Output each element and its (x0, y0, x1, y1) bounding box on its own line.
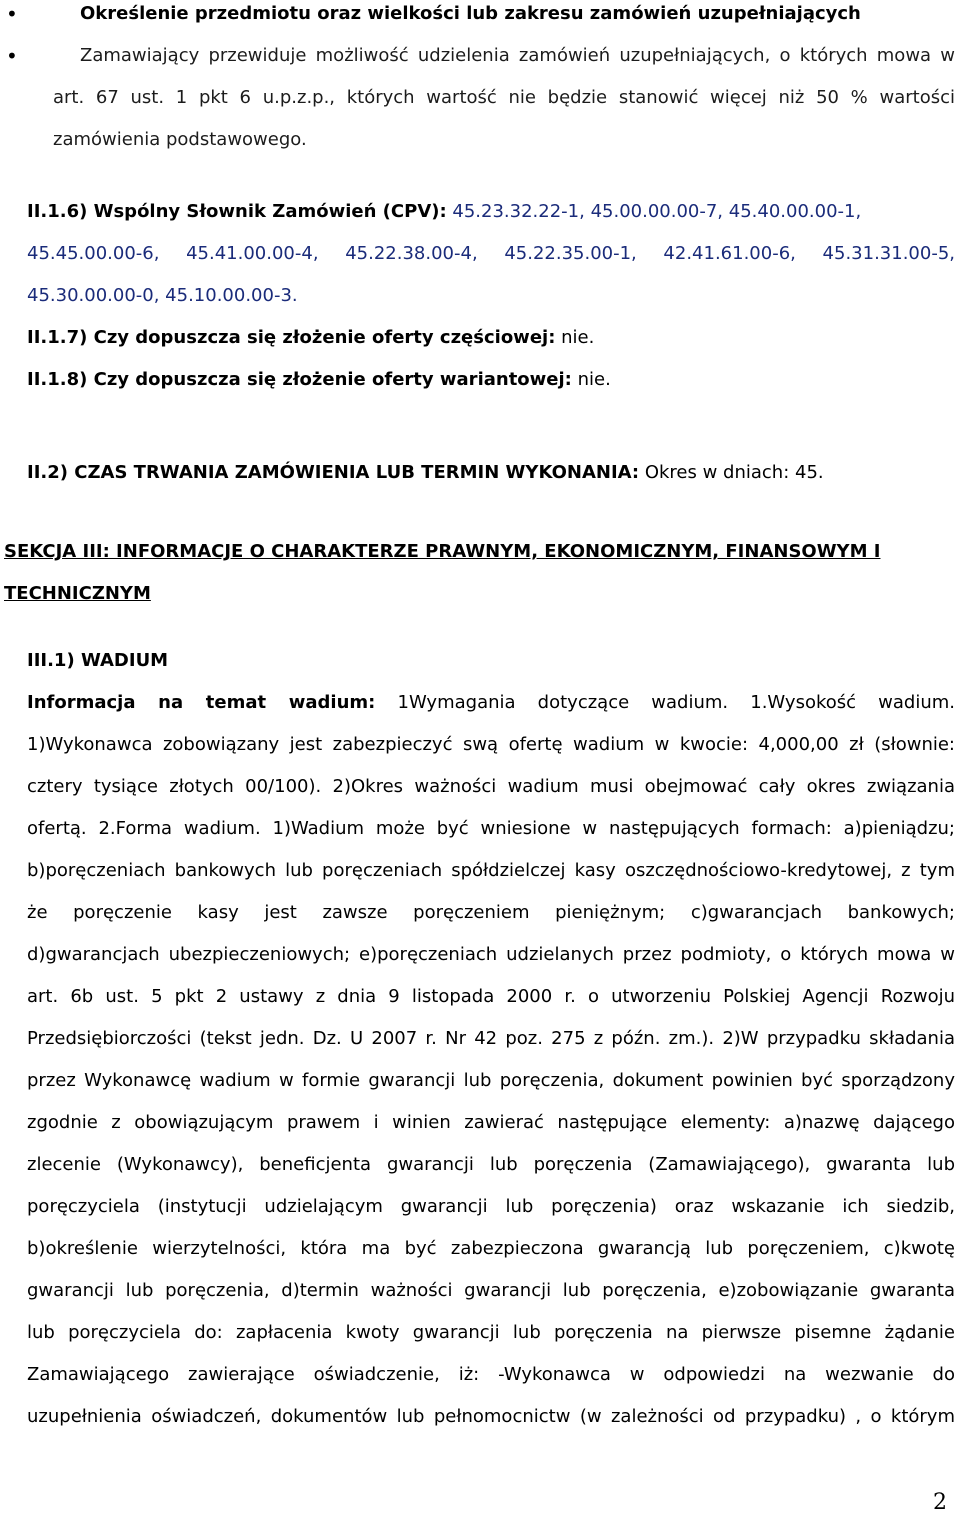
paragraph-line: Przedsiębiorczości (tekst jedn. Dz. U 2007 r. Nr 42 poz. 275 z późn. zm.). 2)W przypadku składania (27, 1028, 955, 1049)
wadium-title: III.1) WADIUM (27, 650, 169, 671)
bullet-icon: • (6, 44, 18, 68)
paragraph-line: zlecenie (Wykonawcy), beneficjenta gwarancji lub poręczenia (Zamawiającego), gwaranta lub (27, 1154, 955, 1175)
paragraph-line: Zamawiającego zawierające oświadczenie, iż: -Wykonawca w odpowiedzi na wezwanie do (27, 1364, 955, 1385)
cpv-label: II.1.6) Wspólny Słownik Zamówień (CPV): (27, 201, 447, 222)
paragraph-line: b)określenie wierzytelności, która ma być zabezpieczona gwarancją lub poręczeniem, c)kwotę (27, 1238, 955, 1259)
section-heading: TECHNICZNYM (4, 583, 151, 604)
paragraph-line: uzupełnienia oświadczeń, dokumentów lub pełnomocnictw (w zależności od przypadku) , o którym (27, 1406, 955, 1427)
bullet-title: Określenie przedmiotu oraz wielkości lub zakresu zamówień uzupełniających (80, 3, 861, 24)
paragraph-line: art. 6b ust. 5 pkt 2 ustawy z dnia 9 listopada 2000 r. o utworzeniu Polskiej Agencji Rozwoju (27, 986, 955, 1007)
paragraph-line: gwarancji lub poręczenia, d)termin ważności gwarancji lub poręczenia, e)zobowiązanie gwaranta (27, 1280, 955, 1301)
paragraph-line: że poręczenie kasy jest zawsze poręczeniem pieniężnym; c)gwarancjach bankowych; (27, 902, 955, 923)
duration-line (27, 462, 955, 484)
wadium-info-text: 1Wymagania dotyczące wadium. 1.Wysokość wadium. (375, 692, 955, 713)
page-number: 2 (933, 1490, 947, 1515)
variant-offer-label: II.1.8) Czy dopuszcza się złożenie oferty wariantowej: (27, 369, 572, 390)
cpv-line (27, 201, 955, 223)
paragraph-line: poręczyciela (instytucji udzielającym gwarancji lub poręczenia) oraz wskazanie ich siedzib, (27, 1196, 955, 1217)
paragraph-line: przez Wykonawcę wadium w formie gwarancji lub poręczenia, dokument powinien być sporządzony (27, 1070, 955, 1091)
cpv-codes: 45.23.32.22-1, 45.00.00.00-7, 45.40.00.00-1, (446, 201, 862, 222)
partial-offer-value: nie. (555, 327, 595, 348)
bullet-text-line: zamówienia podstawowego. (53, 129, 307, 150)
paragraph-line: d)gwarancjach ubezpieczeniowych; e)poręczeniach udzielanych przez podmioty, o których mowa w (27, 944, 955, 965)
partial-offer-label: II.1.7) Czy dopuszcza się złożenie oferty częściowej: (27, 327, 556, 348)
cpv-codes-line: 45.30.00.00-0, 45.10.00.00-3. (27, 285, 298, 306)
variant-offer-value: nie. (571, 369, 611, 390)
partial-offer-line (27, 327, 955, 349)
section-heading: SEKCJA III: INFORMACJE O CHARAKTERZE PRAWNYM, EKONOMICZNYM, FINANSOWYM I (4, 541, 881, 562)
bullet-text-line: Zamawiający przewiduje możliwość udzielenia zamówień uzupełniających, o których mowa w (80, 45, 955, 66)
bullet-text-line: art. 67 ust. 1 pkt 6 u.p.z.p., których wartość nie będzie stanowić więcej niż 50 % wartości (53, 87, 955, 108)
paragraph-line: cztery tysiące złotych 00/100). 2)Okres ważności wadium musi obejmować cały okres związania (27, 776, 955, 797)
cpv-codes-line: 45.45.00.00-6, 45.41.00.00-4, 45.22.38.00-4, 45.22.35.00-1, 42.41.61.00-6, 45.31.31.00-5, (27, 243, 955, 264)
paragraph-line: lub poręczyciela do: zapłacenia kwoty gwarancji lub poręczenia na pierwsze pisemne żądanie (27, 1322, 955, 1343)
wadium-info-line (27, 692, 955, 714)
duration-value: Okres w dniach: 45. (639, 462, 824, 483)
bullet-icon: • (6, 2, 18, 26)
paragraph-line: zgodnie z obowiązującym prawem i winien zawierać następujące elementy: a)nazwę dającego (27, 1112, 955, 1133)
paragraph-line: ofertą. 2.Forma wadium. 1)Wadium może być wniesione w następujących formach: a)pieniądzu; (27, 818, 955, 839)
paragraph-line: b)poręczeniach bankowych lub poręczeniach spółdzielczej kasy oszczędnościowo-kredytowej, z tym (27, 860, 955, 881)
wadium-info-label: Informacja na temat wadium: (27, 692, 376, 713)
duration-label: II.2) CZAS TRWANIA ZAMÓWIENIA LUB TERMIN WYKONANIA: (27, 462, 640, 483)
paragraph-line: 1)Wykonawca zobowiązany jest zabezpieczyć swą ofertę wadium w kwocie: 4,000,00 zł (słownie: (27, 734, 955, 755)
variant-offer-line (27, 369, 955, 391)
